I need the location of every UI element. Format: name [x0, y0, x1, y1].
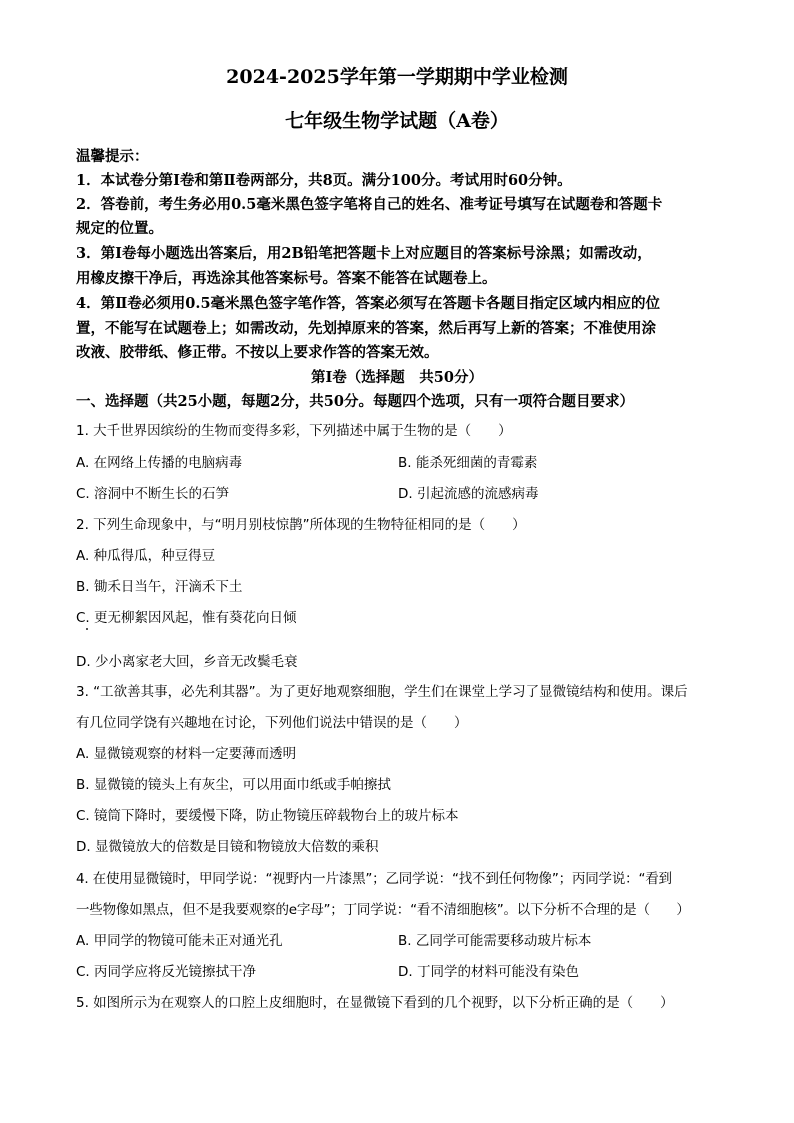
question-3-option-a: A. 显微镜观察的材料一定要薄而透明 — [76, 746, 297, 762]
part-one-title: 第Ⅰ卷（选择题 共50分） — [311, 369, 483, 386]
notice-line-3: 规定的位置。 — [76, 220, 163, 237]
notice-line-2: 2．答卷前，考生务必用0.5毫米黑色签字笔将自己的姓名、准考证号填写在试题卷和答题卡 — [76, 196, 663, 213]
exam-title: 2024-2025学年第一学期期中学业检测 — [226, 66, 568, 88]
question-4-option-a: A. 甲同学的物镜可能未正对通光孔 — [76, 933, 283, 949]
question-3-option-c: C. 镜筒下降时，要缓慢下降，防止物镜压碎载物台上的玻片标本 — [76, 808, 459, 824]
question-4-stem-line-2: 一些物像如黑点，但不是我要观察的e字母”；丁同学说：“看不清细胞核”。以下分析不合理的是（ ） — [76, 902, 690, 918]
scan-dot — [86, 628, 88, 630]
notice-line-8: 改液、胶带纸、修正带。不按以上要求作答的答案无效。 — [76, 344, 439, 361]
question-4-option-d: D. 丁同学的材料可能没有染色 — [398, 964, 579, 980]
notice-line-7: 置，不能写在试题卷上；如需改动，先划掉原来的答案，然后再写上新的答案；不准使用涂 — [76, 320, 656, 337]
question-1-option-b: B. 能杀死细菌的青霉素 — [398, 455, 538, 471]
question-2-option-b: B. 锄禾日当午，汗滴禾下土 — [76, 579, 243, 595]
question-4-stem-line-1: 4. 在使用显微镜时，甲同学说：“视野内一片漆黑”；乙同学说：“找不到任何物像”；丙同学说：“看到 — [76, 871, 672, 887]
notice-heading: 温馨提示： — [76, 148, 149, 165]
question-2-option-c: C. 更无柳絮因风起，惟有葵花向日倾 — [76, 610, 297, 626]
exam-subtitle: 七年级生物学试题（A卷） — [285, 110, 509, 132]
question-1-stem: 1. 大千世界因缤纷的生物而变得多彩，下列描述中属于生物的是（ ） — [76, 423, 512, 439]
question-1-option-a: A. 在网络上传播的电脑病毒 — [76, 455, 243, 471]
notice-line-4: 3．第Ⅰ卷每小题选出答案后，用2B铅笔把答题卡上对应题目的答案标号涂黑；如需改动， — [76, 245, 652, 262]
question-1-option-d: D. 引起流感的流感病毒 — [398, 486, 539, 502]
question-3-stem-line-1: 3. “工欲善其事，必先利其器”。为了更好地观察细胞，学生们在课堂上学习了显微镜结构和使用。课后 — [76, 684, 688, 700]
question-2-option-a: A. 种瓜得瓜，种豆得豆 — [76, 548, 216, 564]
question-4-option-c: C. 丙同学应将反光镜擦拭干净 — [76, 964, 257, 980]
question-5-stem: 5. 如图所示为在观察人的口腔上皮细胞时，在显微镜下看到的几个视野，以下分析正确的是（ ） — [76, 995, 674, 1011]
notice-line-5: 用橡皮擦干净后，再选涂其他答案标号。答案不能答在试题卷上。 — [76, 270, 497, 287]
question-3-option-b: B. 显微镜的镜头上有灰尘，可以用面巾纸或手帕擦拭 — [76, 777, 391, 793]
question-2-option-d: D. 少小离家老大回，乡音无改鬓毛衰 — [76, 654, 298, 670]
question-3-stem-line-2: 有几位同学饶有兴趣地在讨论，下列他们说法中错误的是（ ） — [76, 715, 468, 731]
question-3-option-d: D. 显微镜放大的倍数是目镜和物镜放大倍数的乘积 — [76, 839, 379, 855]
question-1-option-c: C. 溶洞中不断生长的石笋 — [76, 486, 230, 502]
notice-line-6: 4．第Ⅱ卷必须用0.5毫米黑色签字笔作答，答案必须写在答题卡各题目指定区域内相应的位 — [76, 295, 661, 312]
question-2-stem: 2. 下列生命现象中，与“明月别枝惊鹊”所体现的生物特征相同的是（ ） — [76, 517, 526, 533]
section-instructions: 一、选择题（共25小题，每题2分，共50分。每题四个选项，只有一项符合题目要求） — [76, 393, 634, 410]
notice-line-1: 1．本试卷分第Ⅰ卷和第Ⅱ卷两部分，共8页。满分100分。考试用时60分钟。 — [76, 172, 572, 189]
question-4-option-b: B. 乙同学可能需要移动玻片标本 — [398, 933, 592, 949]
